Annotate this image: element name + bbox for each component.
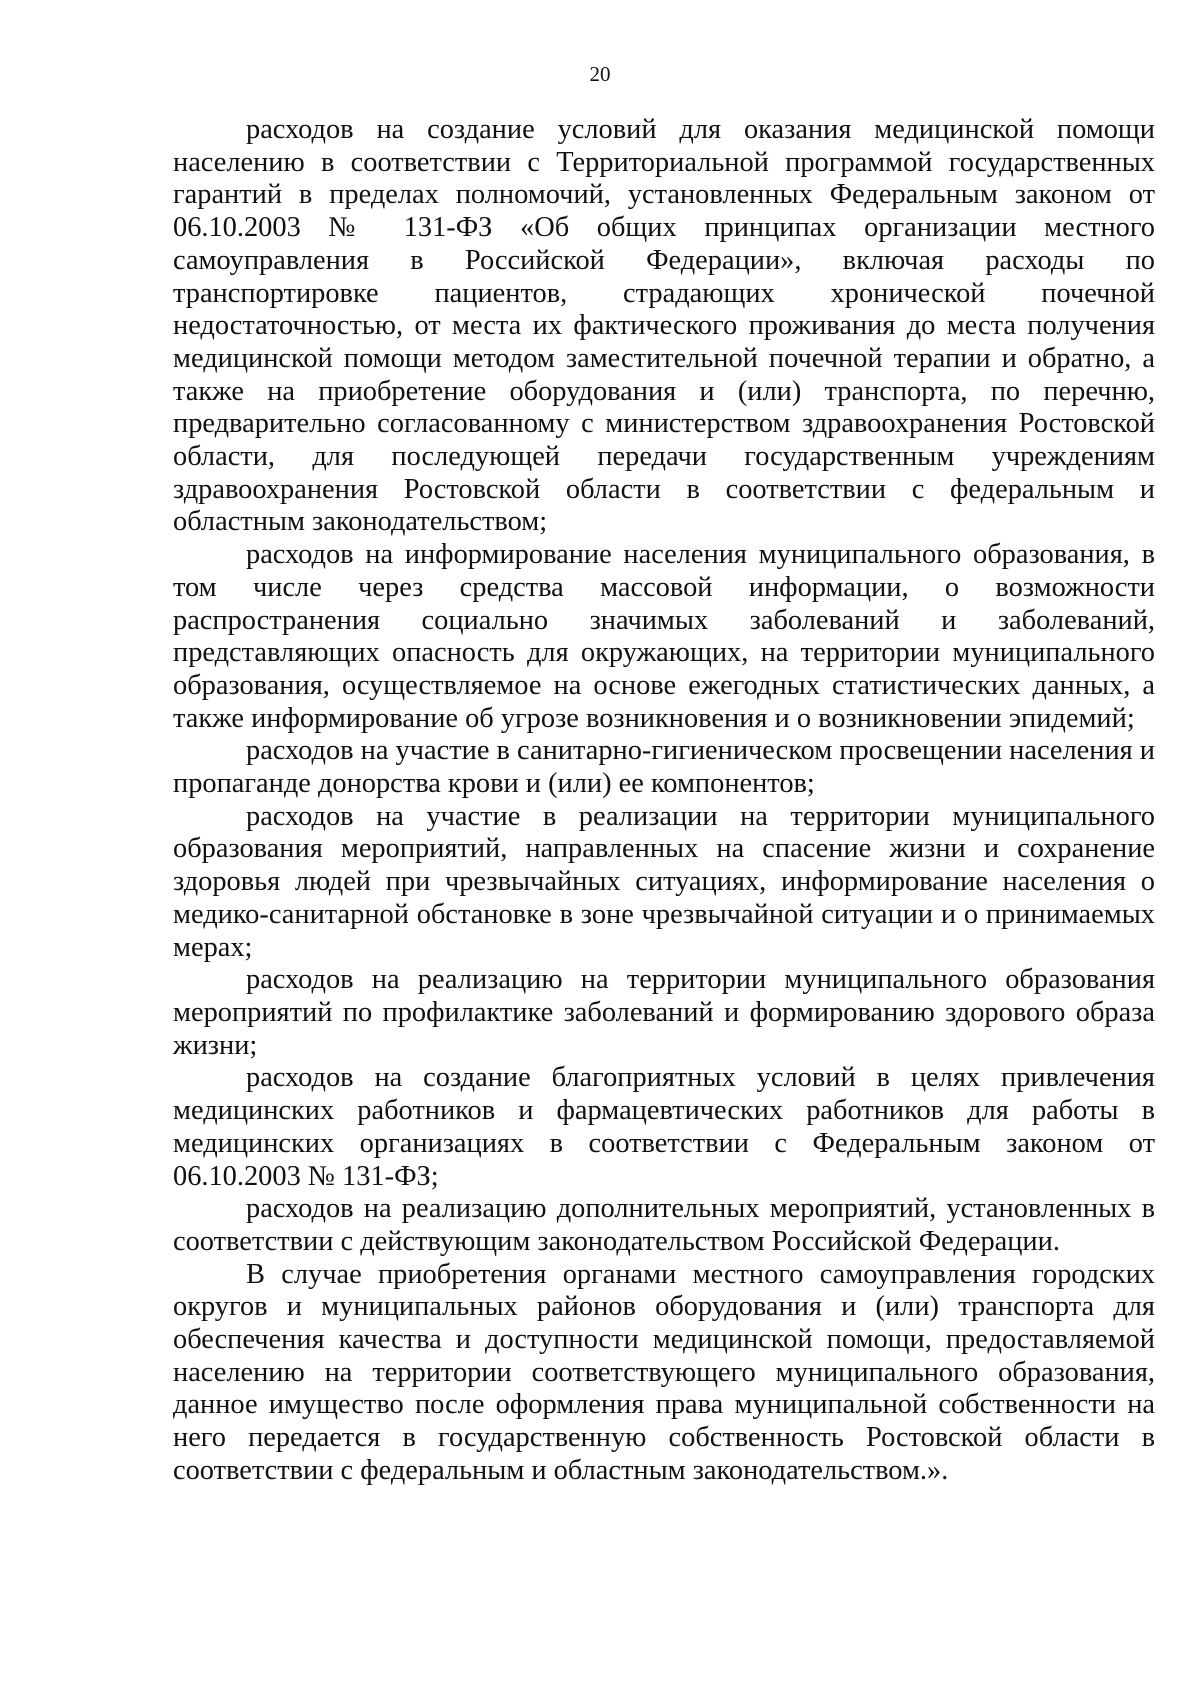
paragraph: расходов на реализацию дополнительных мероприятий, установленных в соответствии с действующим законодательством Российской Федерации. [173, 1193, 1155, 1257]
page-number: 20 [589, 62, 611, 86]
paragraph: В случае приобретения органами местного самоуправления городских округов и муниципальных районов оборудования и (или) транспорта для обеспечения качества и доступности медицинской помощи, предоставляемой населению на территории соответствующего муниципального образования, данное имущество после оформления права муниципальной собственности на него передается в государственную собственность Ростовской области в соответствии с федеральным и областным законодательством.». [173, 1258, 1155, 1486]
paragraph: расходов на реализацию на территории муниципального образования мероприятий по профилактике заболеваний и формированию здорового образа жизни; [173, 964, 1155, 1061]
paragraph: расходов на создание условий для оказания медицинской помощи населению в соответствии с Территориальной программой государственных гарантий в пределах полномочий, установленных Федеральным законом от 06.10.2003 № 131-ФЗ «Об общих принципах организации местного самоуправления в Российской Федерации», включая расходы по транспортировке пациентов, страдающих хронической почечной недостаточностью, от места их фактического проживания до места получения медицинской помощи методом заместительной почечной терапии и обратно, а также на приобретение оборудования и (или) транспорта, по перечню, предварительно согласованному с министерством здравоохранения Ростовской области, для последующей передачи государственным учреждениям здравоохранения Ростовской области в соответствии с федеральным и областным законодательством; [173, 114, 1155, 538]
paragraph: расходов на участие в реализации на территории муниципального образования мероприятий, направленных на спасение жизни и сохранение здоровья людей при чрезвычайных ситуациях, информирование населения о медико-санитарной обстановке в зоне чрезвычайной ситуации и о принимаемых мерах; [173, 800, 1155, 963]
paragraph: расходов на создание благоприятных условий в целях привлечения медицинских работников и фармацевтических работников для работы в медицинских организациях в соответствии с Федеральным законом от 06.10.2003 № 131-ФЗ; [173, 1062, 1155, 1192]
paragraph: расходов на информирование населения муниципального образования, в том числе через средства массовой информации, о возможности распространения социально значимых заболеваний и заболеваний, представляющих опасность для окружающих, на территории муниципального образования, осуществляемое на основе ежегодных статистических данных, а также информирование об угрозе возникновения и о возникновении эпидемий; [173, 539, 1155, 734]
document-body [173, 114, 1155, 1488]
paragraph: расходов на участие в санитарно-гигиеническом просвещении населения и пропаганде донорства крови и (или) ее компонентов; [173, 735, 1155, 800]
